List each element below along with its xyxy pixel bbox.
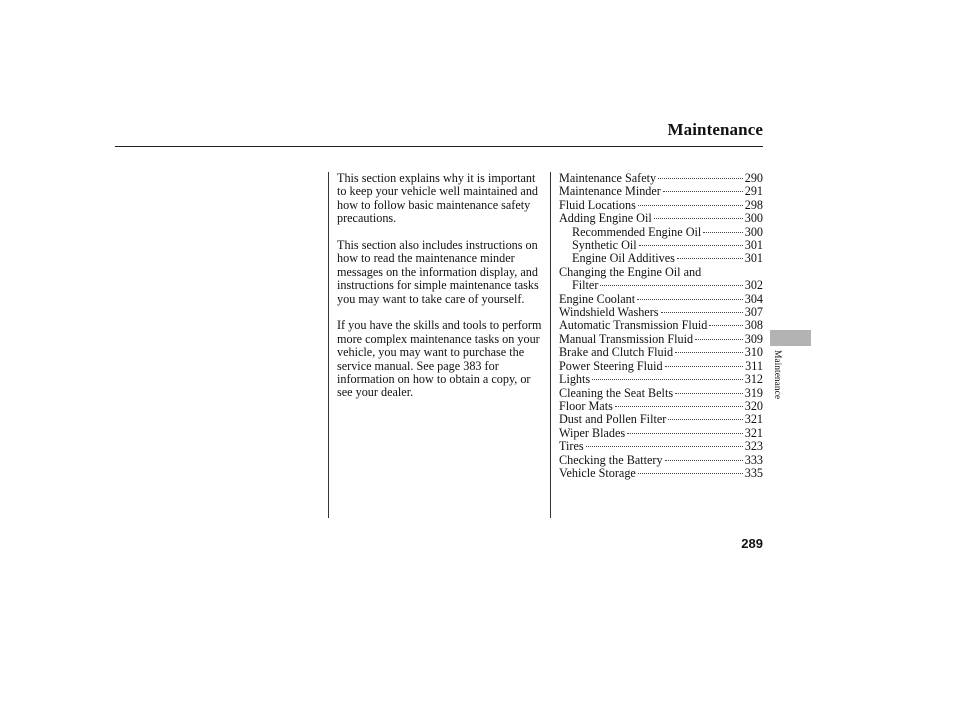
intro-paragraph-1: This section explains why it is important to keep your vehicle well maintained and how to follow basic maintenance safety precautions. (337, 171, 539, 226)
toc-item-synthetic-oil[interactable]: Synthetic Oil 301 (572, 238, 763, 253)
toc-item-adding-engine-oil[interactable]: Adding Engine Oil 300 (559, 211, 763, 226)
middle-column-divider (550, 172, 551, 518)
toc-item-cleaning-seat-belts[interactable]: Cleaning the Seat Belts 319 (559, 385, 763, 400)
toc-item-maintenance-safety[interactable]: Maintenance Safety 290 (559, 171, 763, 185)
table-of-contents (559, 172, 763, 480)
toc-item-engine-coolant[interactable]: Engine Coolant 304 (559, 291, 763, 306)
toc-item-brake-clutch-fluid[interactable]: Brake and Clutch Fluid 310 (559, 345, 763, 360)
toc-item-changing-engine-oil-filter[interactable]: Filter 302 (572, 278, 763, 293)
toc-item-power-steering-fluid[interactable]: Power Steering Fluid 311 (559, 358, 763, 373)
title-divider (115, 146, 763, 147)
page-title: Maintenance (667, 120, 763, 139)
intro-paragraph-3: If you have the skills and tools to perform more complex maintenance tasks on your vehicle, you may want to purchase the service manual. See page 383 for information on how to obtain a copy, or see your dealer. (337, 318, 542, 400)
toc-item-recommended-engine-oil[interactable]: Recommended Engine Oil 300 (572, 224, 763, 239)
toc-item-engine-oil-additives[interactable]: Engine Oil Additives 301 (572, 251, 763, 266)
intro-paragraph-2: This section also includes instructions on how to read the maintenance minder messages on the information display, and instructions for simple maintenance tasks you may want to take care of yourself. (337, 238, 539, 306)
page-number: 289 (741, 536, 763, 551)
toc-item-manual-transmission-fluid[interactable]: Manual Transmission Fluid 309 (559, 331, 763, 346)
toc-item-wiper-blades[interactable]: Wiper Blades 321 (559, 425, 763, 440)
toc-item-lights[interactable]: Lights 312 (559, 372, 763, 387)
toc-item-maintenance-minder[interactable]: Maintenance Minder 291 (559, 184, 763, 199)
intro-text (337, 172, 542, 413)
section-tab[interactable] (770, 330, 811, 346)
toc-item-checking-battery[interactable]: Checking the Battery 333 (559, 452, 763, 467)
toc-item-dust-pollen-filter[interactable]: Dust and Pollen Filter 321 (559, 412, 763, 427)
left-column-divider (328, 172, 329, 518)
toc-item-tires[interactable]: Tires 323 (559, 439, 763, 454)
section-tab-label: Maintenance (772, 350, 782, 400)
toc-item-vehicle-storage[interactable]: Vehicle Storage 335 (559, 465, 763, 480)
toc-item-windshield-washers[interactable]: Windshield Washers 307 (559, 305, 763, 320)
toc-item-changing-engine-oil[interactable]: Changing the Engine Oil and (559, 264, 702, 279)
toc-item-automatic-transmission-fluid[interactable]: Automatic Transmission Fluid 308 (559, 318, 763, 333)
toc-item-fluid-locations[interactable]: Fluid Locations 298 (559, 197, 763, 212)
toc-item-floor-mats[interactable]: Floor Mats 320 (559, 398, 763, 413)
